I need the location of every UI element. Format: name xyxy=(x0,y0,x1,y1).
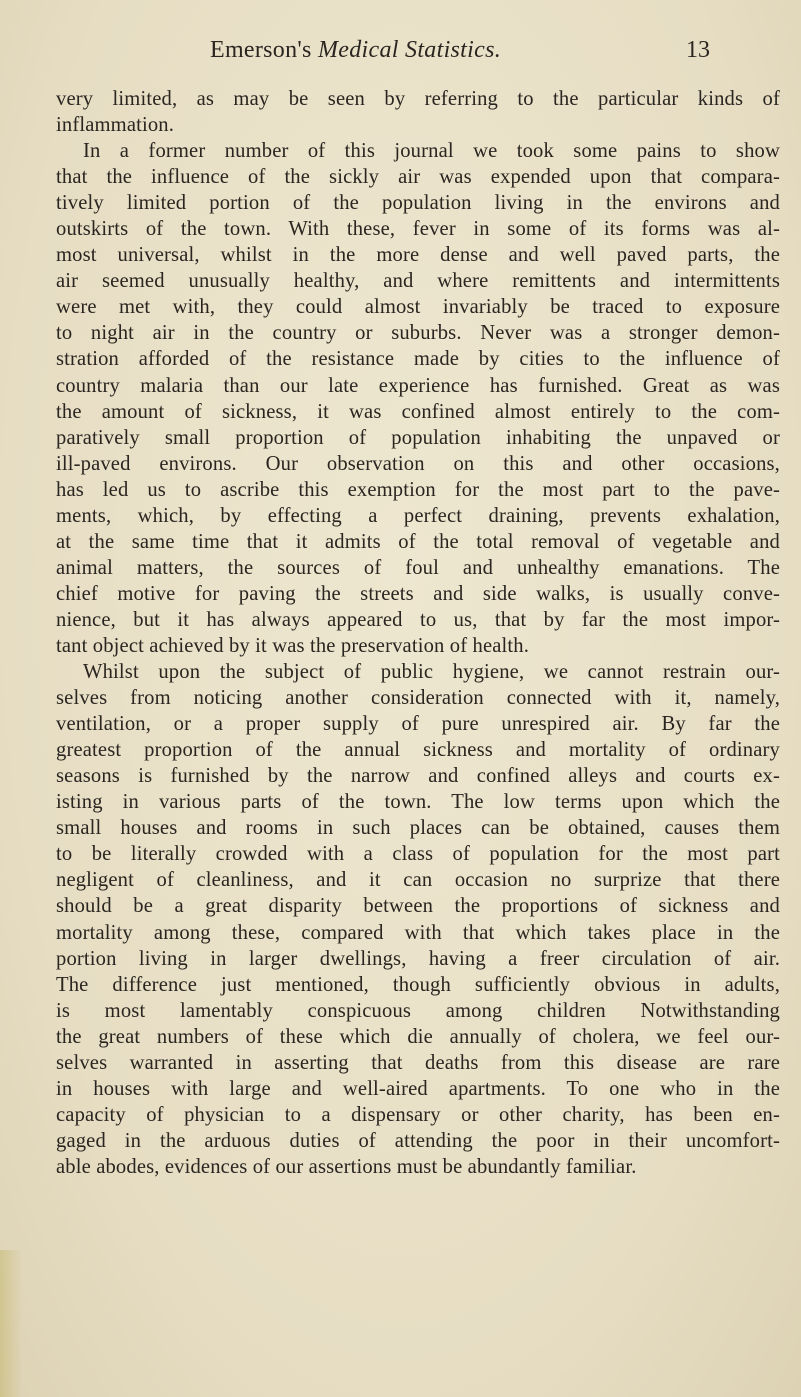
text-line: were met with, they could almost invariably be traced to exposure xyxy=(56,296,780,319)
text-line: capacity of physician to a dispensary or other charity, has been en- xyxy=(56,1103,780,1126)
text-line: The difference just mentioned, though sufficiently obvious in adults, xyxy=(56,973,780,996)
text-line: selves warranted in asserting that deaths from this disease are rare xyxy=(56,1051,780,1074)
page-header xyxy=(150,34,710,66)
text-line: is most lamentably conspicuous among children Notwithstanding xyxy=(56,999,780,1022)
text-line: In a former number of this journal we took some pains to show xyxy=(83,140,780,163)
text-line: at the same time that it admits of the total removal of vegetable and xyxy=(56,530,780,553)
body-text xyxy=(56,86,780,1180)
running-head xyxy=(210,34,501,66)
text-line: isting in various parts of the town. The low terms upon which the xyxy=(56,791,780,814)
text-line: chief motive for paving the streets and side walks, is usually conve- xyxy=(56,582,780,605)
text-line: able abodes, evidences of our assertions must be abundantly familiar. xyxy=(56,1155,637,1178)
text-line: tively limited portion of the population living in the environs and xyxy=(56,192,780,215)
text-line: ments, which, by effecting a perfect draining, prevents exhalation, xyxy=(56,504,780,527)
text-line: small houses and rooms in such places can be obtained, causes them xyxy=(56,817,780,840)
text-line: to night air in the country or suburbs. Never was a stronger demon- xyxy=(56,322,780,345)
text-line: country malaria than our late experience has furnished. Great as was xyxy=(56,374,780,397)
text-line: inflammation. xyxy=(56,114,175,137)
text-line: portion living in larger dwellings, having a freer circulation of air. xyxy=(56,947,780,970)
text-line: has led us to ascribe this exemption for the most part to the pave- xyxy=(56,478,780,501)
page-number: 13 xyxy=(686,37,710,63)
text-line: stration afforded of the resistance made by cities to the influence of xyxy=(56,348,780,371)
text-line: gaged in the arduous duties of attending the poor in their uncomfort- xyxy=(56,1129,780,1152)
text-line: Whilst upon the subject of public hygiene, we cannot restrain our- xyxy=(83,661,780,684)
text-line: selves from noticing another consideration connected with it, namely, xyxy=(56,687,780,710)
text-line: ill-paved environs. Our observation on this and other occasions, xyxy=(56,452,780,475)
text-line: air seemed unusually healthy, and where remittents and intermittents xyxy=(56,270,780,293)
text-line: outskirts of the town. With these, fever in some of its forms was al- xyxy=(56,218,780,241)
text-line: most universal, whilst in the more dense and well paved parts, the xyxy=(56,244,780,267)
text-line: the great numbers of these which die annually of cholera, we feel our- xyxy=(56,1025,780,1048)
text-line: the amount of sickness, it was confined almost entirely to the com- xyxy=(56,400,780,423)
text-line: in houses with large and well-aired apartments. To one who in the xyxy=(56,1077,780,1100)
text-line: that the influence of the sickly air was expended upon that compara- xyxy=(56,166,780,189)
text-line: ventilation, or a proper supply of pure unrespired air. By far the xyxy=(56,713,780,736)
text-line: seasons is furnished by the narrow and confined alleys and courts ex- xyxy=(56,765,780,788)
text-line: nience, but it has always appeared to us, that by far the most impor- xyxy=(56,608,780,631)
text-line: should be a great disparity between the proportions of sickness and xyxy=(56,895,780,918)
text-line: to be literally crowded with a class of population for the most part xyxy=(56,843,780,866)
text-line: negligent of cleanliness, and it can occasion no surprize that there xyxy=(56,869,780,892)
text-line: animal matters, the sources of foul and unhealthy emanations. The xyxy=(56,556,780,579)
text-line: greatest proportion of the annual sickness and mortality of ordinary xyxy=(56,739,780,762)
text-line: tant object achieved by it was the preservation of health. xyxy=(56,634,530,657)
text-line: mortality among these, compared with that which takes place in the xyxy=(56,921,780,944)
running-head-title: Medical Statistics. xyxy=(318,37,502,63)
page-stain xyxy=(0,1250,22,1397)
text-line: paratively small proportion of population inhabiting the unpaved or xyxy=(56,426,780,449)
text-line: very limited, as may be seen by referring to the particular kinds of xyxy=(56,88,780,110)
running-head-author: Emerson's xyxy=(210,37,312,63)
